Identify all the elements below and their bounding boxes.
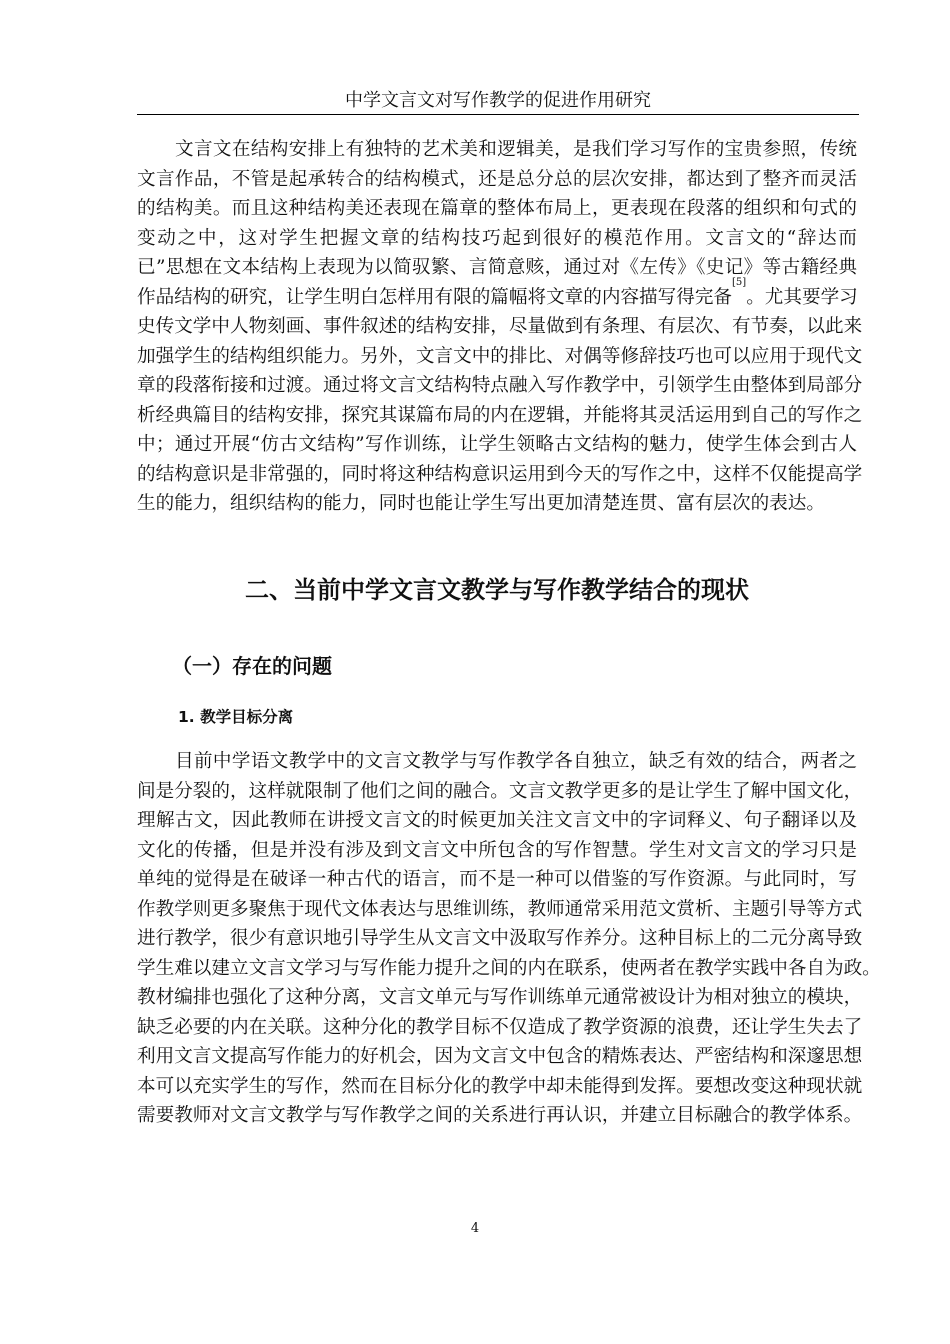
text-line: 析经典篇目的结构安排，探究其谋篇布局的内在逻辑，并能将其灵活运用到自己的写作之: [137, 404, 863, 426]
text-fragment: 作品结构的研究，让学生明白怎样用有限的篇幅将文章的内容描写得完备: [137, 286, 733, 308]
paragraph-goal-separation: [137, 747, 881, 1131]
paragraph-structure: [137, 135, 863, 519]
section-heading: 二、当前中学文言文教学与写作教学结合的现状: [245, 576, 749, 604]
text-line: 利用文言文提高写作能力的好机会，因为文言文中包含的精炼表达、严密结构和深邃思想: [137, 1046, 863, 1067]
text-line: 理解古文，因此教师在讲授文言文的时候更加关注文言文中的字词释义、句子翻译以及: [137, 810, 857, 831]
text-line: 的结构意识是非常强的，同时将这种结构意识运用到今天的写作之中，这样不仅能提高学: [137, 463, 863, 485]
text-fragment: 。尤其要学习: [746, 286, 858, 308]
citation-reference[interactable]: [5]: [732, 276, 747, 288]
text-line: 史传文学中人物刻画、事件叙述的结构安排，尽量做到有条理、有层次、有节奏，以此来: [137, 316, 863, 337]
text-line: 已”思想在文本结构上表现为以简驭繁、言简意赅，通过对《左传》《史记》等古籍经典: [137, 257, 857, 278]
text-line: 文言作品，不管是起承转合的结构模式，还是总分总的层次安排，都达到了整齐而灵活: [137, 168, 857, 190]
running-header: 中学文言文对写作教学的促进作用研究: [137, 88, 859, 115]
text-line: 中；通过开展“仿古文结构”写作训练，让学生领略古文结构的魅力，使学生体会到古人: [137, 434, 857, 455]
text-line: 间是分裂的，这样就限制了他们之间的融合。文言文教学更多的是让学生了解中国文化，: [137, 780, 863, 802]
text-line: 作教学则更多聚焦于现代文体表达与思维训练，教师通常采用范文赏析、主题引导等方式: [137, 898, 863, 920]
subsection-heading: （一）存在的问题: [172, 654, 332, 678]
subsubsection-heading: 1. 教学目标分离: [178, 708, 294, 726]
text-line: 进行教学，很少有意识地引导学生从文言文中汲取写作养分。这种目标上的二元分离导致: [137, 928, 863, 949]
text-line: 缺乏必要的内在关联。这种分化的教学目标不仅造成了教学资源的浪费，还让学生失去了: [137, 1016, 863, 1038]
text-line: 的结构美。而且这种结构美还表现在篇章的整体布局上，更表现在段落的组织和句式的: [137, 198, 857, 219]
text-line: 目前中学语文教学中的文言文教学与写作教学各自独立，缺乏有效的结合，两者之: [175, 751, 857, 772]
page-number: 4: [470, 1221, 480, 1236]
text-line: 需要教师对文言文教学与写作教学之间的关系进行再认识，并建立目标融合的教学体系。: [137, 1105, 863, 1126]
text-line: 加强学生的结构组织能力。另外，文言文中的排比、对偶等修辞技巧也可以应用于现代文: [137, 345, 863, 367]
text-line: [137, 276, 858, 313]
text-line: 本可以充实学生的写作，然而在目标分化的教学中却未能得到发挥。要想改变这种现状就: [137, 1075, 863, 1097]
text-line: 教材编排也强化了这种分离，文言文单元与写作训练单元通常被设计为相对独立的模块，: [137, 987, 863, 1008]
text-line: 文言文在结构安排上有独特的艺术美和逻辑美，是我们学习写作的宝贵参照，传统: [175, 139, 857, 160]
text-line: 生的能力，组织结构的能力，同时也能让学生写出更加清楚连贯、富有层次的表达。: [137, 493, 825, 514]
text-line: 章的段落衔接和过渡。通过将文言文结构特点融入写作教学中，引领学生由整体到局部分: [137, 375, 863, 396]
text-line: 单纯的觉得是在破译一种古代的语言，而不是一种可以借鉴的写作资源。与此同时，写: [137, 869, 857, 890]
text-line: 变动之中，这对学生把握文章的结构技巧起到很好的模范作用。文言文的“辞达而: [137, 227, 857, 249]
text-line: 文化的传播，但是并没有涉及到文言文中所包含的写作智慧。学生对文言文的学习只是: [137, 839, 857, 861]
text-line: 学生难以建立文言文学习与写作能力提升之间的内在联系，使两者在教学实践中各自为政。: [137, 957, 881, 979]
